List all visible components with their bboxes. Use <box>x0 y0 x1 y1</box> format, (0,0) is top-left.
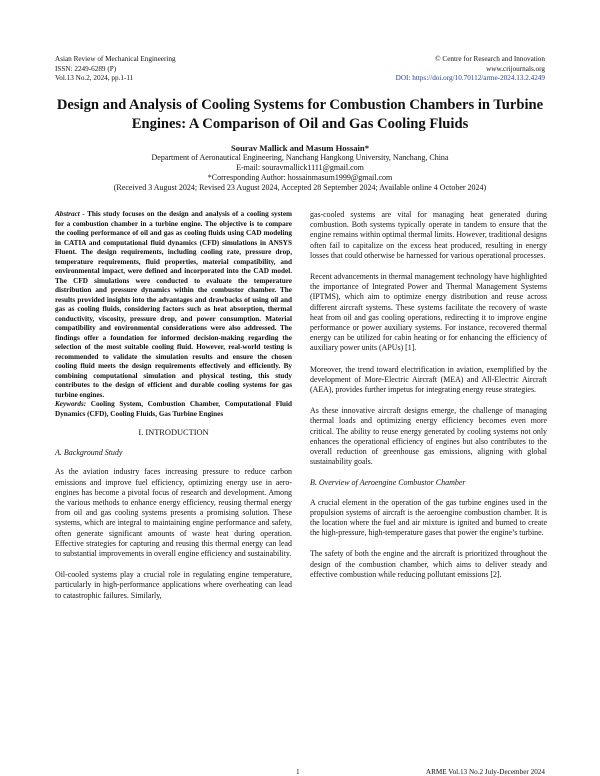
page-number: 1 <box>296 768 300 776</box>
publisher-website[interactable]: www.crijournals.org <box>486 64 545 73</box>
journal-header-right <box>396 55 545 84</box>
paragraph: A crucial element in the operation of the gas turbine engines used in the propulsion systems of aircraft is the aeroengine combustion chamber. It is the location where the fuel and air mixture is ignited and burned to create the high-pressure, high-temperature gases that power the engine’s turbine. <box>310 497 547 538</box>
paragraph: Oil-cooled systems play a crucial role in regulating engine temperature, particularly in high-performance applications where overheating can lead to catastrophic failures. Similarly, <box>55 570 292 600</box>
abstract-text: This study focuses on the design and analysis of a cooling system for a combustion chamber in a turbine engine. The objective is to compare the cooling performance of oil and gas as cooling fluids using CAD modeling in CATIA and computational fluid dynamics (CFD) simulations in ANSYS Fluent. The design requirements, including cooling rate, pressure drop, temperature requirements, fluid properties, material compatibility, and environmental impact, were defined and incorporated into the CAD model. The CFD simulations were conducted to evaluate the temperature distribution and pressure dynamics within the combustor chamber. The results provided insights into the advantages and drawbacks of using oil and gas as cooling fluids, considering factors such as heat absorption, thermal conductivity, viscosity, pressure drop, and power consumption. Material compatibility and environmental considerations were also addressed. The findings offer a foundation for informed decision-making regarding the selection of the most suitable cooling fluid. However, real-world testing is recommended to validate the simulation results and ensure the chosen cooling fluid meets the design requirements effectively and efficiently. By combining computational simulation and physical testing, this study contributes to the design of efficient and durable cooling systems for gas turbine engines. <box>55 210 293 399</box>
left-column <box>55 210 292 612</box>
journal-name: Asian Review of Mechanical Engineering <box>55 55 176 63</box>
subsection-heading-overview: B. Overview of Aeroengine Combustor Chamber <box>310 478 466 488</box>
journal-header-left <box>55 55 176 84</box>
section-heading-introduction: I. INTRODUCTION <box>138 428 209 437</box>
publication-dates: (Received 3 August 2024; Revised 23 August 2024, Accepted 28 September 2024; Available online 4 October 2024) <box>113 183 487 192</box>
publisher-copyright: © Centre for Research and Innovation <box>435 55 545 63</box>
right-column <box>310 210 547 591</box>
doi-link[interactable]: DOI: https://doi.org/10.70112/arme-2024.13.2.4249 <box>395 74 545 82</box>
footer-journal: ARME Vol.13 No.2 July-December 2024 <box>425 768 545 776</box>
journal-issn: ISSN: 2249-6289 (P) <box>55 64 117 73</box>
paper-title: Design and Analysis of Cooling Systems for Combustion Chambers in Turbine Engines: A Comparison of Oil and Gas Cooling Fluids <box>56 97 544 132</box>
author-email[interactable]: E-mail: souravmallick1111@gmail.com <box>236 163 364 172</box>
subsection-heading-background: A. Background Study <box>55 448 123 458</box>
journal-volume: Vol.13 No.2, 2024, pp.1-11 <box>55 74 134 82</box>
keywords-label: Keywords: <box>55 400 87 408</box>
affiliation: Department of Aeronautical Engineering, Nanchang Hangkong University, Nanchang, China <box>151 153 449 162</box>
keywords <box>55 400 292 419</box>
abstract-label: Abstract - <box>55 210 85 218</box>
author-block <box>50 143 550 193</box>
paragraph: The safety of both the engine and the aircraft is prioritized throughout the design of the combustion chamber, which aims to deliver steady and effective combustion while reducing pollutant emissions [2]. <box>310 549 547 579</box>
author-names: Sourav Mallick and Masum Hossain* <box>231 143 369 153</box>
paragraph: Moreover, the trend toward electrification in aviation, exemplified by the development of More-Electric Aircraft (MEA) and All-Electric Aircraft (AEA), provides further impetus for integrating energy reuse strategies. <box>310 364 547 395</box>
corresponding-author: *Corresponding Author: hossainmasum1999@gmail.com <box>207 173 393 182</box>
keywords-text: Cooling System, Combustion Chamber, Computational Fluid Dynamics (CFD), Cooling Fluids, Gas Turbine Engines <box>55 400 292 418</box>
paragraph: Recent advancements in thermal management technology have highlighted the importance of Integrated Power and Thermal Management Systems (IPTMS), which aim to optimize energy distribution and reuse across different aircraft systems. These systems facilitate the recovery of waste heat from oil and gas cooling operations, redirecting it to improve engine performance or power auxiliary systems. For instance, recovered thermal energy can be utilized for cabin heating or for enhancing the efficiency of auxiliary power units (APUs) [1]. <box>310 272 547 353</box>
paragraph: As the aviation industry faces increasing pressure to reduce carbon emissions and improve fuel efficiency, optimizing energy use in aero-engines has become a pivotal focus of research and development. Among the various methods to enhance energy efficiency, reusing thermal energy from oil and gas cooling systems presents a promising solution. These systems, which are integral to maintaining engine performance and safety, often generate significant amounts of waste heat during operation. Effective strategies for capturing and reusing this thermal energy can lead to substantial improvements in overall engine efficiency and sustainability. <box>55 467 292 559</box>
paragraph: As these innovative aircraft designs emerge, the challenge of managing thermal loads and optimizing energy efficiency becomes even more critical. The ability to reuse energy generated by cooling systems not only enhances the operational efficiency of engines but also contributes to the overall reduction of greenhouse gas emissions, aligning with global sustainability goals. <box>310 406 547 467</box>
paragraph: gas-cooled systems are vital for managing heat generated during combustion. Both systems typically operate in tandem to ensure that the engine remains within optimal thermal limits. However, traditional designs often fail to capitalize on the excess heat produced, resulting in energy losses that could otherwise be harnessed for various operational processes. <box>310 210 547 260</box>
abstract <box>55 210 292 400</box>
